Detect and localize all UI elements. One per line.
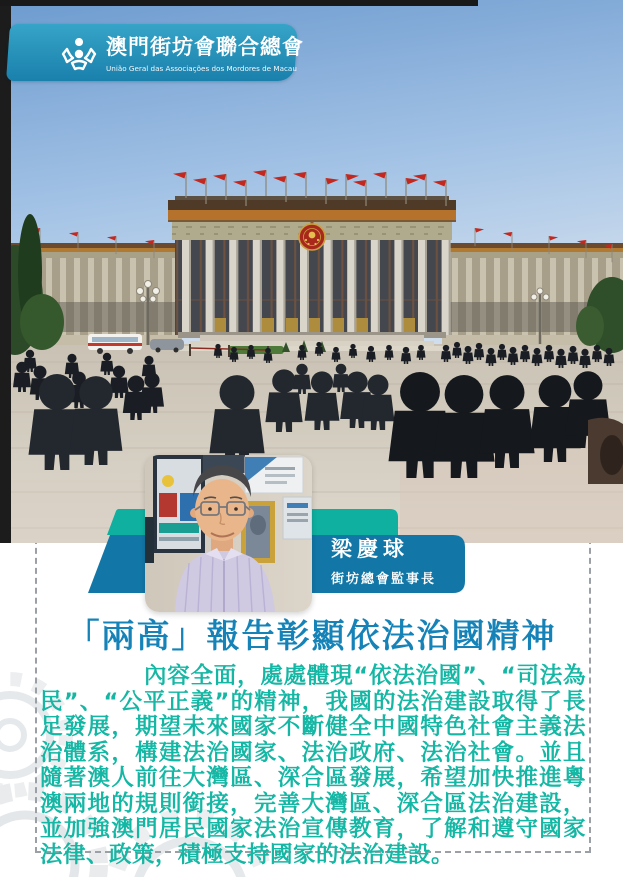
portrait-scene bbox=[145, 455, 312, 612]
profile-text-block bbox=[331, 533, 436, 587]
profile-title: 街坊總會監事長 bbox=[331, 572, 437, 587]
org-name: 澳門街坊會聯合總會 bbox=[106, 35, 304, 59]
article-body: 內容全面，處處體現“依法治國”、“司法為民”、“公平正義”的精神，我國的法治建設取得了長足發展，期望未來國家不斷健全中國特色社會主義法治體系，構建法治國家、法治政府、法治社會。並且隨著澳人前往大灣區、深合區發展，希望加快推進粵澳兩地的規則銜接，完善大灣區、深合區法治建設，並加強澳門居民國家法治宣傳教育，了解和遵守國家法律、政策，積極支持國家的法治建設。 bbox=[40, 663, 586, 868]
org-name-portuguese: União Geral das Associações dos Mordores de Macau bbox=[106, 64, 297, 73]
scan-border-left bbox=[0, 0, 11, 543]
profile-name: 梁慶球 bbox=[331, 537, 409, 561]
article-headline: 「兩高」報告彰顯依法治國精神 bbox=[66, 616, 557, 655]
building-central-block bbox=[168, 196, 456, 351]
org-emblem-icon bbox=[60, 33, 98, 73]
portrait-photo bbox=[145, 455, 312, 612]
header-ribbon bbox=[10, 24, 304, 81]
scan-border-top bbox=[0, 0, 478, 6]
